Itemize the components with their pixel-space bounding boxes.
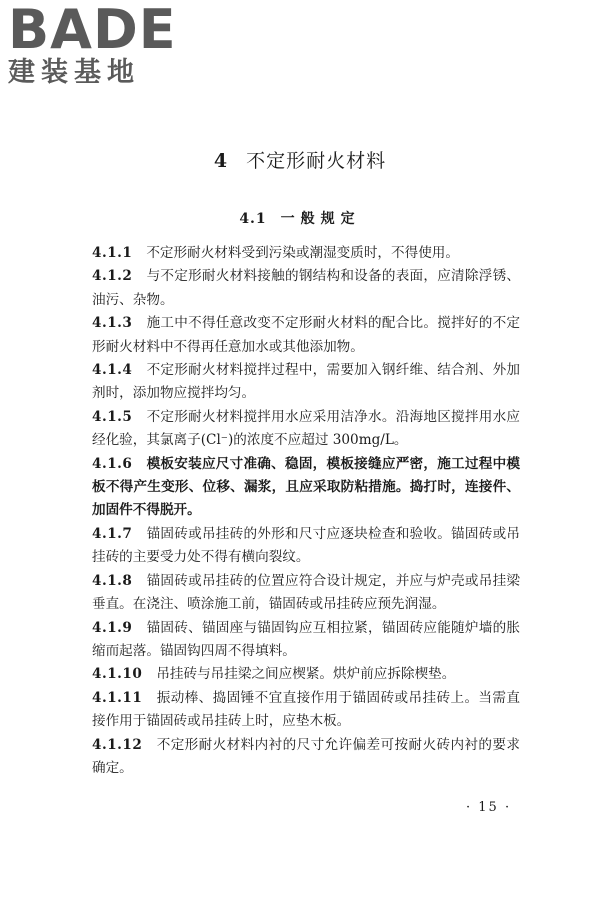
clause-text: 不定形耐火材料受到污染或潮湿变质时，不得使用。 <box>146 245 459 261</box>
chapter-title: 不定形耐火材料 <box>246 150 387 172</box>
clause-text: 与不定形耐火材料接触的钢结构和设备的表面，应清除浮锈、油污、杂物。 <box>92 268 520 308</box>
logo-subtitle: 建装基地 <box>8 57 140 88</box>
clause-4-1-8 <box>92 570 520 617</box>
page-number: · 15 · <box>466 800 512 815</box>
clause-number: 4.1.8 <box>92 572 133 589</box>
clause-text: 吊挂砖与吊挂梁之间应楔紧。烘炉前应拆除楔垫。 <box>156 666 456 683</box>
clause-text: 施工中不得任意改变不定形耐火材料的配合比。搅拌好的不定形耐火材料中不得再任意加水或其他添加物。 <box>92 315 520 355</box>
logo-wordmark: BADE <box>8 0 177 61</box>
clause-text: 锚固砖、锚固座与锚固钩应互相拉紧，锚固砖应能随炉墙的胀缩而起落。锚固钩四周不得填料。 <box>92 619 520 659</box>
clause-list <box>92 242 520 780</box>
clause-number: 4.1.6 <box>92 455 133 472</box>
clause-number: 4.1.9 <box>92 619 133 636</box>
clause-4-1-12 <box>92 734 520 781</box>
clause-4-1-9 <box>92 617 520 664</box>
clause-4-1-3 <box>92 312 520 359</box>
clause-4-1-1 <box>92 242 520 265</box>
clause-text: 模板安装应尺寸准确、稳固，模板接缝应严密，施工过程中模板不得产生变形、位移、漏浆，且应采取防粘措施。捣打时，连接件、加固件不得脱开。 <box>92 455 520 519</box>
clause-number: 4.1.2 <box>92 268 133 285</box>
section-heading <box>0 208 600 228</box>
clause-number: 4.1.7 <box>92 525 133 542</box>
clause-4-1-11 <box>92 687 520 734</box>
brand-logo <box>8 0 178 88</box>
clause-text: 不定形耐火材料内衬的尺寸允许偏差可按耐火砖内衬的要求确定。 <box>92 736 520 776</box>
section-number: 4.1 <box>239 211 267 227</box>
clause-number: 4.1.12 <box>92 736 143 753</box>
clause-4-1-7 <box>92 523 520 570</box>
clause-text: 锚固砖或吊挂砖的位置应符合设计规定，并应与炉壳或吊挂梁垂直。在浇注、喷涂施工前，锚固砖或吊挂砖应预先润湿。 <box>92 572 520 613</box>
chapter-heading <box>0 146 600 173</box>
clause-number: 4.1.3 <box>92 315 133 332</box>
clause-number: 4.1.5 <box>92 408 133 425</box>
clause-text: 不定形耐火材料搅拌过程中，需要加入钢纤维、结合剂、外加剂时，添加物应搅拌均匀。 <box>92 362 520 402</box>
clause-text: 不定形耐火材料搅拌用水应采用洁净水。沿海地区搅拌用水应经化验，其氯离子(Cl⁻)的浓度不应超过 300mg/L。 <box>92 408 520 449</box>
clause-number: 4.1.1 <box>92 245 133 261</box>
clause-text: 振动棒、捣固锤不宜直接作用于锚固砖或吊挂砖上。当需直接作用于锚固砖或吊挂砖上时，应垫木板。 <box>92 689 520 730</box>
clause-4-1-5 <box>92 406 520 453</box>
clause-number: 4.1.10 <box>92 666 143 683</box>
clause-number: 4.1.4 <box>92 362 133 379</box>
clause-4-1-2 <box>92 265 520 312</box>
clause-4-1-4 <box>92 359 520 406</box>
section-title: 一般规定 <box>280 211 361 227</box>
clause-text: 锚固砖或吊挂砖的外形和尺寸应逐块检查和验收。锚固砖或吊挂砖的主要受力处不得有横向裂纹。 <box>92 525 520 566</box>
clause-number: 4.1.11 <box>92 689 143 706</box>
chapter-number: 4 <box>213 150 229 172</box>
clause-4-1-10 <box>92 663 520 686</box>
clause-4-1-6 <box>92 453 520 523</box>
